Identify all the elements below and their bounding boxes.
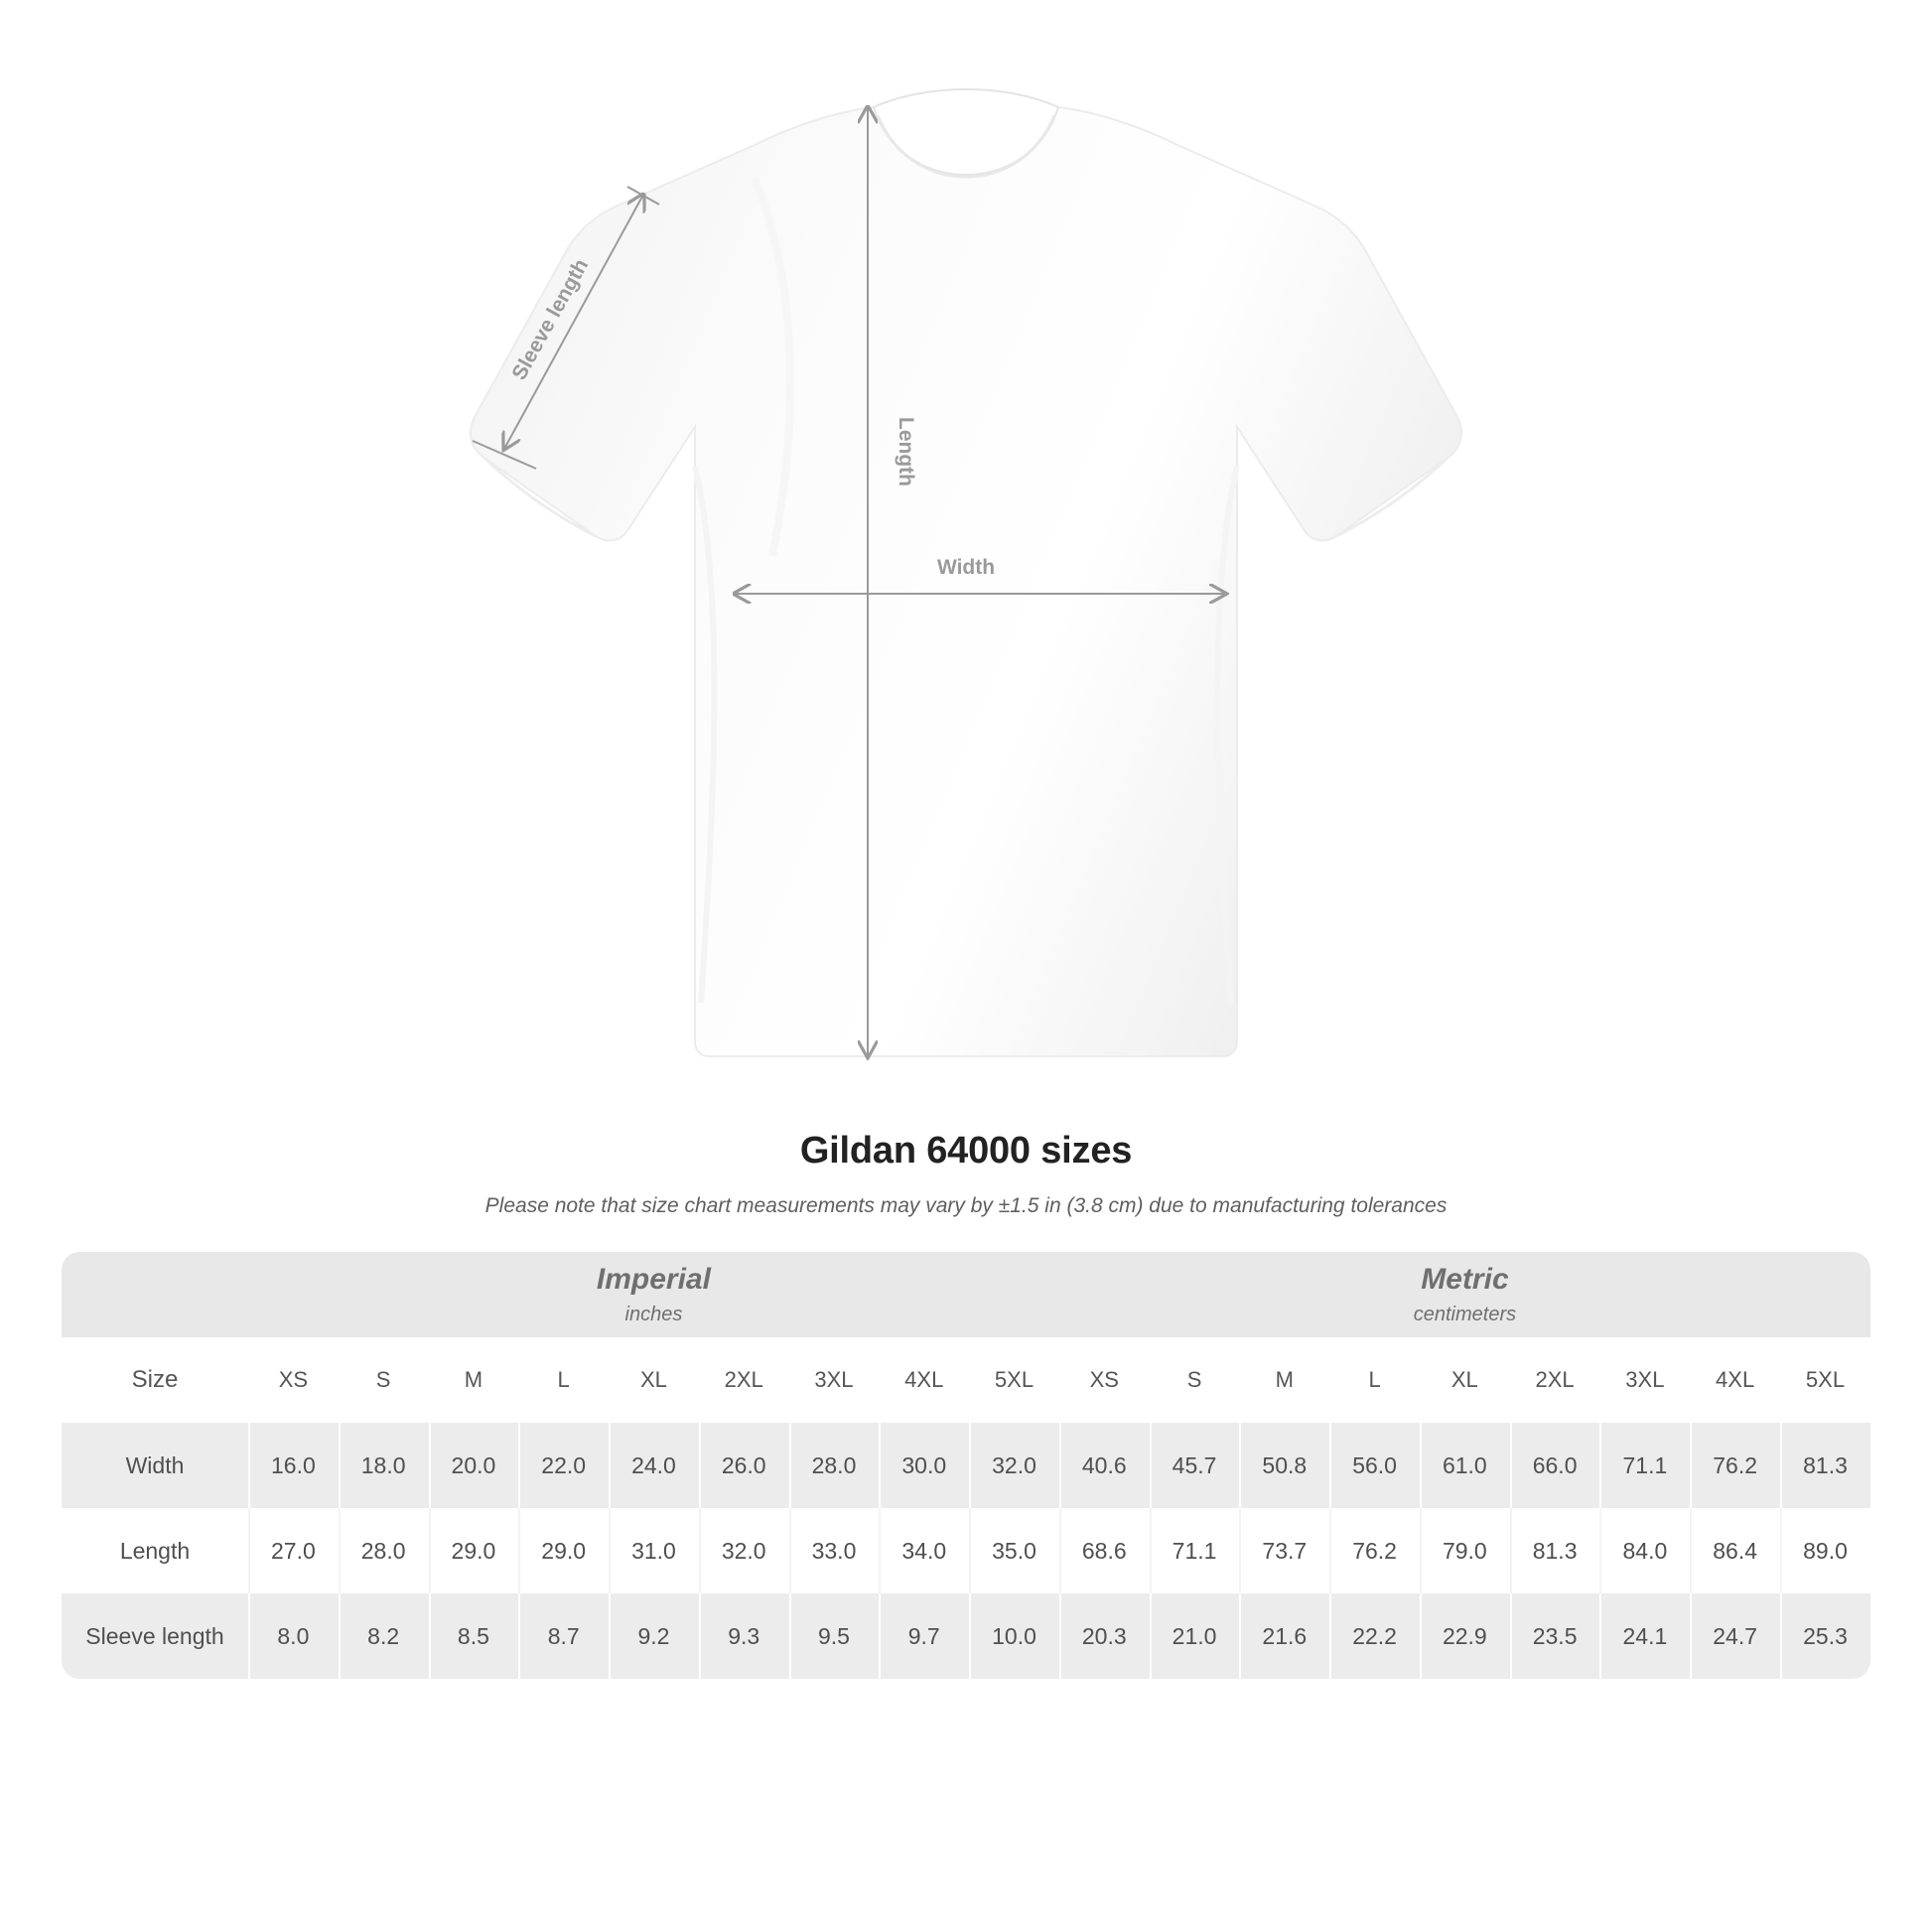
measurement-cell: 76.2 xyxy=(1329,1508,1420,1593)
measurement-cell: 16.0 xyxy=(248,1423,339,1508)
measurement-cell: 22.2 xyxy=(1329,1593,1420,1679)
measurement-cell: 28.0 xyxy=(789,1423,880,1508)
measurement-cell: 18.0 xyxy=(339,1423,429,1508)
row-label: Sleeve length xyxy=(62,1593,248,1679)
measurement-cell: 71.1 xyxy=(1150,1508,1240,1593)
measurement-cell: 84.0 xyxy=(1599,1508,1690,1593)
measurement-cell: 24.1 xyxy=(1599,1593,1690,1679)
measurement-cell: 22.9 xyxy=(1420,1593,1510,1679)
measurement-cell: 9.7 xyxy=(879,1593,969,1679)
measurement-cell: 29.0 xyxy=(429,1508,519,1593)
measurement-cell: 73.7 xyxy=(1239,1508,1329,1593)
unit-group-name: Imperial xyxy=(596,1263,711,1297)
measurement-cell: 56.0 xyxy=(1329,1423,1420,1508)
measurement-cell: 27.0 xyxy=(248,1508,339,1593)
size-header-row xyxy=(62,1337,1870,1423)
measurement-cell: 21.6 xyxy=(1239,1593,1329,1679)
measurement-cell: 22.0 xyxy=(518,1423,609,1508)
measurement-cell: 50.8 xyxy=(1239,1423,1329,1508)
label-width: Width xyxy=(936,556,996,579)
measurement-cell: 28.0 xyxy=(339,1508,429,1593)
size-column-header: 4XL xyxy=(1690,1337,1780,1423)
row-label: Length xyxy=(62,1508,248,1593)
unit-group-imperial xyxy=(248,1252,1059,1337)
measurement-cell: 9.5 xyxy=(789,1593,880,1679)
unit-header-row xyxy=(62,1252,1870,1337)
measurement-cell: 25.3 xyxy=(1780,1593,1870,1679)
measurement-cell: 29.0 xyxy=(518,1508,609,1593)
measurement-cell: 8.2 xyxy=(339,1593,429,1679)
size-column-header: XL xyxy=(609,1337,699,1423)
label-sleeve-length: Sleeve length xyxy=(507,255,594,384)
measurement-cell: 81.3 xyxy=(1510,1508,1600,1593)
size-column-header: 5XL xyxy=(1780,1337,1870,1423)
measurement-cell: 24.7 xyxy=(1690,1593,1780,1679)
size-column-header: XS xyxy=(248,1337,339,1423)
chart-heading xyxy=(0,1130,1932,1218)
measurement-cell: 8.0 xyxy=(248,1593,339,1679)
size-column-header: 3XL xyxy=(1599,1337,1690,1423)
measurement-cell: 9.2 xyxy=(609,1593,699,1679)
measurement-cell: 79.0 xyxy=(1420,1508,1510,1593)
measurement-cell: 20.3 xyxy=(1059,1593,1150,1679)
table-row xyxy=(62,1508,1870,1593)
measurement-cell: 45.7 xyxy=(1150,1423,1240,1508)
size-column-header: M xyxy=(429,1337,519,1423)
measurement-cell: 66.0 xyxy=(1510,1423,1600,1508)
measurement-cell: 26.0 xyxy=(699,1423,789,1508)
unit-group-sub: centimeters xyxy=(1413,1303,1517,1325)
size-column-header: L xyxy=(1329,1337,1420,1423)
measurement-cell: 81.3 xyxy=(1780,1423,1870,1508)
size-column-header: 3XL xyxy=(789,1337,880,1423)
size-header-label: Size xyxy=(62,1337,248,1423)
measurement-cell: 34.0 xyxy=(879,1508,969,1593)
row-label: Width xyxy=(62,1423,248,1508)
measurement-cell: 10.0 xyxy=(969,1593,1059,1679)
table-row xyxy=(62,1593,1870,1679)
unit-group-name: Metric xyxy=(1421,1263,1509,1297)
measurement-cell: 24.0 xyxy=(609,1423,699,1508)
label-length: Length xyxy=(895,417,917,486)
measurement-cell: 61.0 xyxy=(1420,1423,1510,1508)
size-column-header: 2XL xyxy=(1510,1337,1600,1423)
size-table-wrap xyxy=(62,1252,1870,1679)
measurement-cell: 32.0 xyxy=(699,1508,789,1593)
page-title: Gildan 64000 sizes xyxy=(799,1130,1133,1172)
measurement-cell: 40.6 xyxy=(1059,1423,1150,1508)
measurement-cell: 21.0 xyxy=(1150,1593,1240,1679)
measurement-cell: 31.0 xyxy=(609,1508,699,1593)
measurement-cell: 71.1 xyxy=(1599,1423,1690,1508)
size-column-header: M xyxy=(1239,1337,1329,1423)
measurement-cell: 35.0 xyxy=(969,1508,1059,1593)
tolerance-note: Please note that size chart measurements may vary by ±1.5 in (3.8 cm) due to manufacturing tolerances xyxy=(484,1194,1448,1217)
unit-header-corner xyxy=(62,1252,248,1337)
size-column-header: S xyxy=(339,1337,429,1423)
measurement-cell: 8.5 xyxy=(429,1593,519,1679)
size-column-header: XL xyxy=(1420,1337,1510,1423)
measurement-cell: 68.6 xyxy=(1059,1508,1150,1593)
size-column-header: 2XL xyxy=(699,1337,789,1423)
size-column-header: XS xyxy=(1059,1337,1150,1423)
measurement-cell: 33.0 xyxy=(789,1508,880,1593)
measurement-cell: 32.0 xyxy=(969,1423,1059,1508)
measurement-cell: 8.7 xyxy=(518,1593,609,1679)
unit-group-metric xyxy=(1059,1252,1870,1337)
measurement-cell: 23.5 xyxy=(1510,1593,1600,1679)
measurement-cell: 30.0 xyxy=(879,1423,969,1508)
size-table xyxy=(62,1252,1870,1679)
measurement-cell: 86.4 xyxy=(1690,1508,1780,1593)
size-column-header: L xyxy=(518,1337,609,1423)
size-column-header: 4XL xyxy=(879,1337,969,1423)
size-column-header: 5XL xyxy=(969,1337,1059,1423)
size-column-header: S xyxy=(1150,1337,1240,1423)
measurement-cell: 20.0 xyxy=(429,1423,519,1508)
unit-group-sub: inches xyxy=(624,1303,683,1325)
measurement-cell: 76.2 xyxy=(1690,1423,1780,1508)
measurement-cell: 89.0 xyxy=(1780,1508,1870,1593)
table-row xyxy=(62,1423,1870,1508)
measurement-cell: 9.3 xyxy=(699,1593,789,1679)
